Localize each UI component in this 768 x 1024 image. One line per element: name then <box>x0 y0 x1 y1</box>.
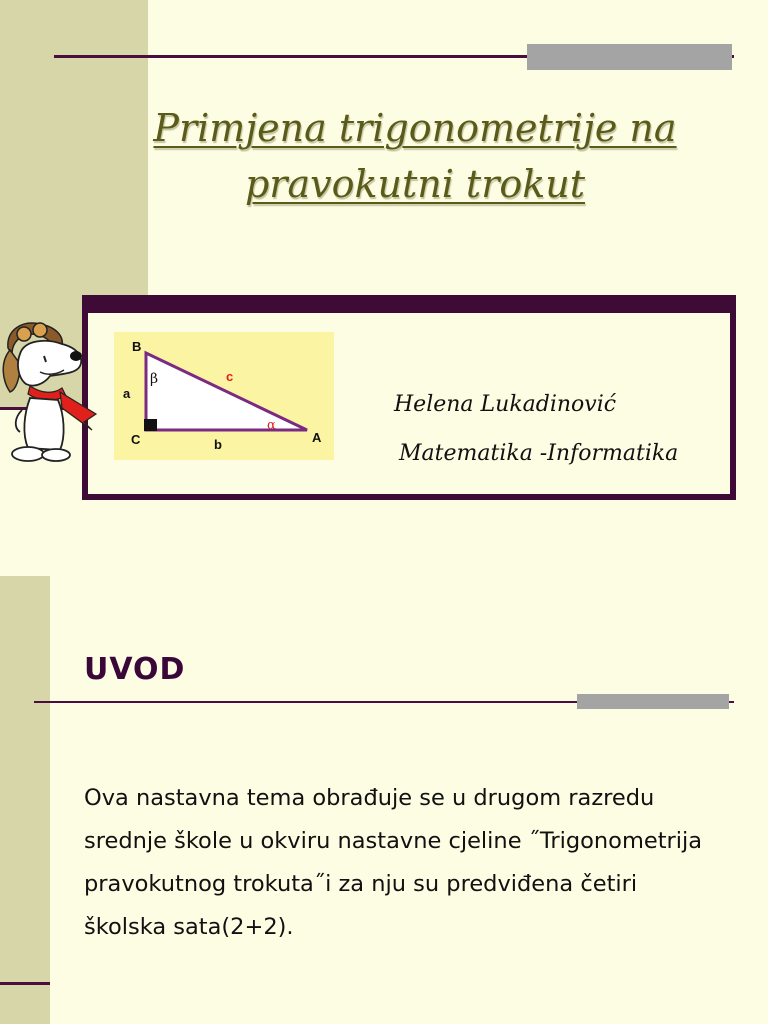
section-heading: UVOD <box>84 652 186 687</box>
left-sidebar <box>0 576 50 1024</box>
author-name: Helena Lukadinović <box>394 392 617 417</box>
snoopy-clipart <box>0 318 100 464</box>
top-gray-bar <box>527 44 732 70</box>
triangle-shape <box>146 353 307 430</box>
author-subject: Matematika -Informatika <box>399 441 679 466</box>
side-b-label: b <box>214 437 222 452</box>
side-c-label: c <box>226 369 234 384</box>
intro-slide <box>0 512 768 1024</box>
side-a-label: a <box>123 386 131 401</box>
angle-alpha-label: α <box>267 418 276 433</box>
right-triangle-figure <box>114 332 334 460</box>
angle-beta-label: β <box>150 371 159 387</box>
vertex-c-label: C <box>131 432 141 447</box>
vertex-b-label: B <box>132 339 142 354</box>
slide-title: Primjena trigonometrije na pravokutni trokut <box>153 106 677 206</box>
vertex-a-label: A <box>312 430 322 445</box>
bottom-left-rule <box>0 982 50 985</box>
right-angle-marker <box>144 419 157 431</box>
heading-gray-bar <box>577 694 729 709</box>
intro-paragraph: Ova nastavna tema obrađuje se u drugom razredu srednje škole u okviru nastavne cjeline ˝Trigonometrija pravokutnog trokuta˝i za nju su predviđena četiri školska sata(2+2). <box>84 785 703 940</box>
